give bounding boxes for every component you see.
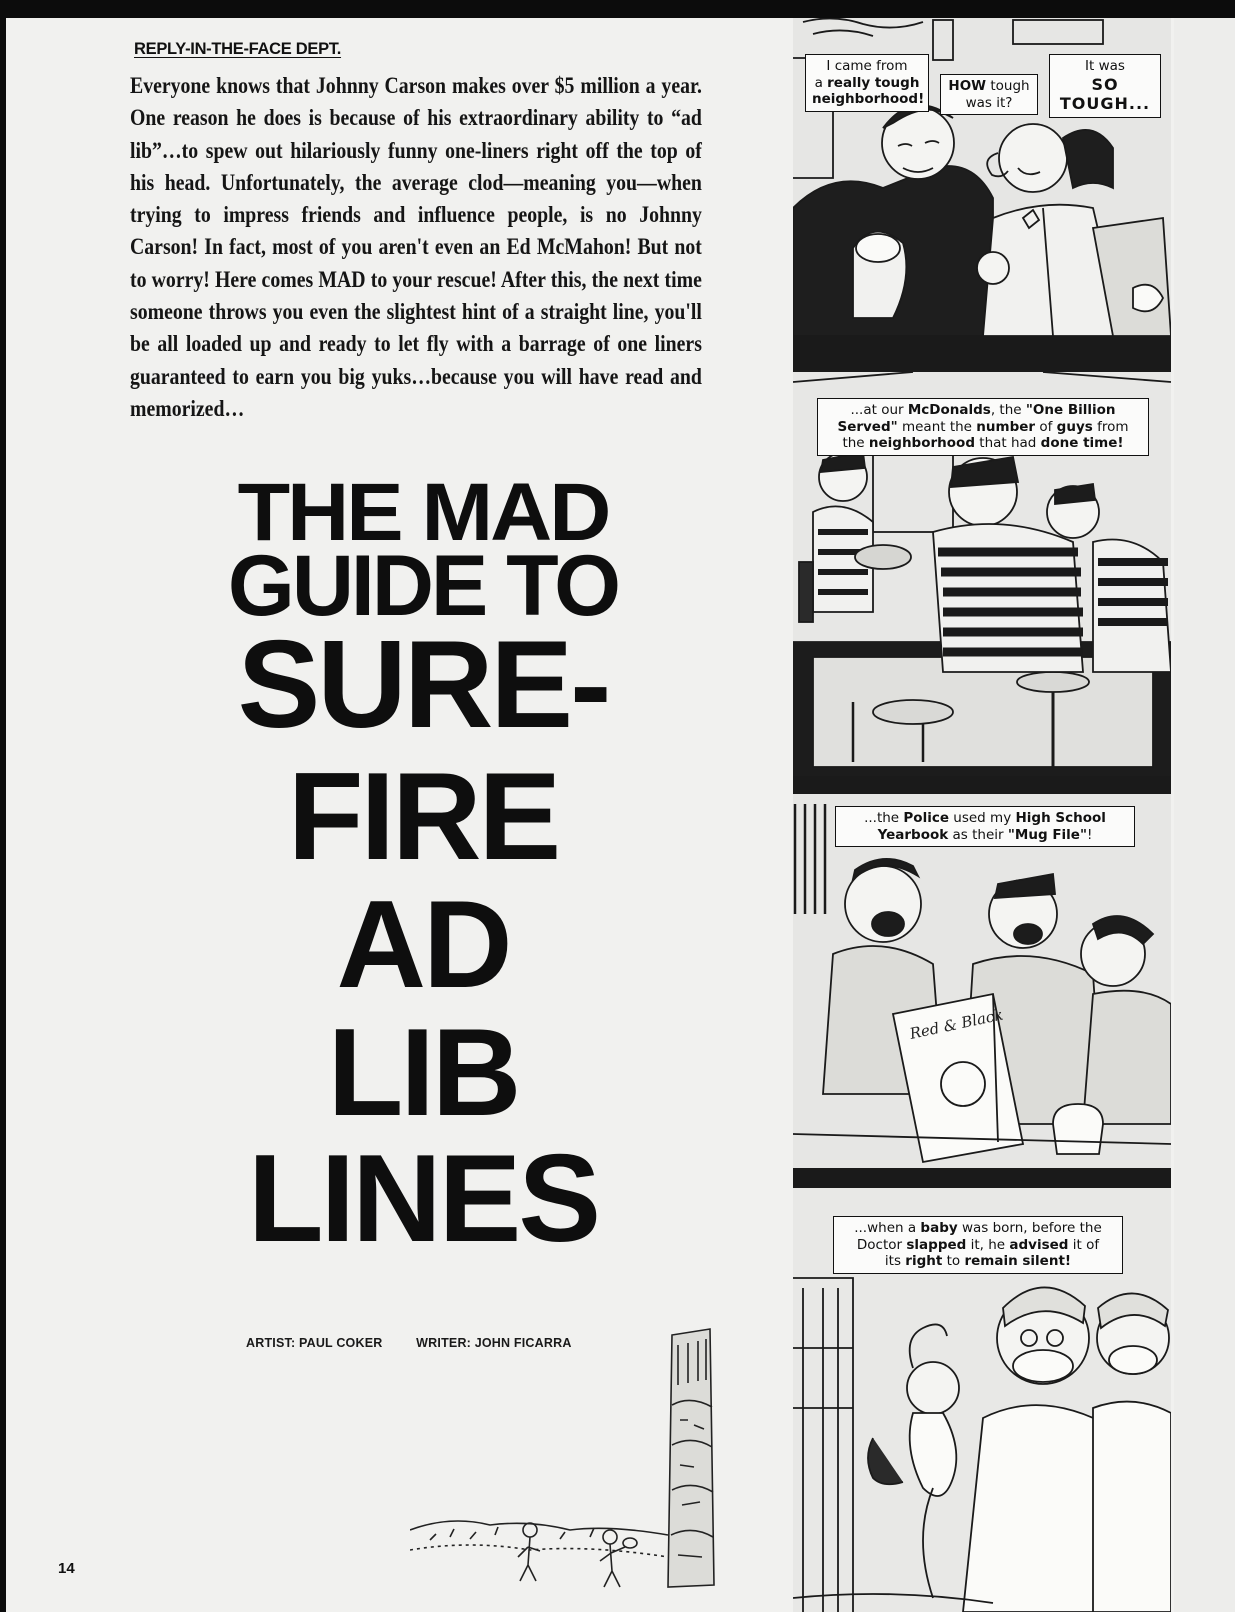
caption-mcdonalds [817,398,1149,456]
caption-text: was born, before the [957,1220,1102,1236]
caption-text-bold: neighborhood [868,435,975,451]
caption-text-bold: advised [1009,1236,1069,1253]
caption-text-bold: right [905,1253,943,1269]
bubble-text-bold: really tough [827,74,920,91]
caption-text-bold: "Mug File" [1007,826,1087,843]
caption-text-bold: Yearbook [877,826,949,843]
comic-panel-2 [793,372,1171,776]
caption-text-bold: baby [920,1220,958,1236]
title-line-2: GUIDE TO [227,538,619,634]
caption-text-bold: High School [1015,810,1106,826]
margin-cartoon-illustration [410,1325,730,1595]
caption-text: used my [949,810,1016,826]
caption-text-bold: Served" [837,418,898,435]
caption-text: it of [1068,1236,1100,1253]
comic-panel-4 [793,1188,1171,1612]
caption-text: , the [990,402,1026,418]
artist-credit: ARTIST: PAUL COKER [246,1336,383,1350]
bubble-text: I came from [826,58,908,74]
caption-text: ...at our [850,402,908,418]
caption-text: the [842,435,869,451]
caption-text: from [1092,418,1129,435]
caption-text-bold: Police [903,810,949,826]
title-line-5: AD [336,876,510,1014]
bubble-text-bold: SO [1091,74,1119,94]
caption-text: that had [974,435,1041,451]
title-line-3: SURE- [237,616,609,754]
title-line-4: FIRE [287,748,559,886]
article-title [128,467,718,1268]
caption-text-bold: slapped [906,1236,967,1253]
caption-police-yearbook [835,806,1135,847]
speech-bubble-so-tough [1049,54,1161,118]
comic-panel-3 [793,794,1171,1168]
caption-text: ...when a [854,1220,921,1236]
scan-right-margin [1174,18,1235,1612]
caption-text-bold: "One Billion [1025,402,1116,418]
department-heading: REPLY-IN-THE-FACE DEPT. [134,40,342,58]
caption-text: it, he [966,1236,1010,1253]
title-line-6: LIB [327,1004,519,1142]
bubble-text: tough [986,78,1030,94]
caption-text: ...the [864,810,904,826]
speech-bubble-how-tough [940,74,1038,115]
yearbook-cover-text: Red & Black [908,1005,1005,1043]
bubble-text-bold: neighborhood! [812,91,925,107]
caption-text-bold: guys [1056,418,1093,435]
bubble-text-bold: TOUGH... [1059,94,1151,113]
caption-text-bold: number [976,418,1036,435]
caption-text: ! [1086,826,1093,843]
caption-baby-right-to-remain-silent [833,1216,1123,1274]
caption-text-bold: remain silent! [964,1253,1072,1269]
title-line-7: LINES [247,1130,599,1268]
writer-credit: WRITER: JOHN FICARRA [416,1336,572,1350]
caption-text: of [1035,418,1057,435]
page-number: 14 [58,1560,75,1577]
caption-text: as their [948,826,1008,843]
title-line-1: THE MAD [237,467,609,559]
panel-3-artwork [793,794,1171,1168]
caption-text: Doctor [856,1236,907,1253]
intro-paragraph: Everyone knows that Johnny Carson makes over $5 million a year. One reason he does is because of his extraordinary ability to “ad lib”…to spew out hilariously funny one-liners right off the top of his head. Unfortunately, the average clod—meaning you—when trying to impress friends and influence people, is no Johnny Carson! In fact, most of you aren't even an Ed McMahon! But not to worry! Here comes MAD to your rescue! After this, the next time someone throws you even the slightest hint of a straight line, you'll be all loaded up and ready to let fly with a barrage of one liners guaranteed to earn you big yuks…because you will have read and memorized… [130,73,702,421]
bubble-text: a [814,74,828,91]
speech-bubble-tough-neighborhood [805,54,929,112]
bubble-text-bold: HOW [948,78,987,94]
caption-text: to [942,1253,965,1269]
caption-text: meant the [897,418,977,435]
caption-text: its [884,1253,906,1269]
caption-text-bold: done time! [1040,435,1124,451]
scan-top-border [0,0,1235,18]
bubble-text: was it? [965,94,1013,111]
comic-panel-1 [793,18,1171,336]
caption-text-bold: McDonalds [907,402,991,418]
comic-strip [793,18,1171,1612]
bubble-text: It was [1085,58,1125,74]
